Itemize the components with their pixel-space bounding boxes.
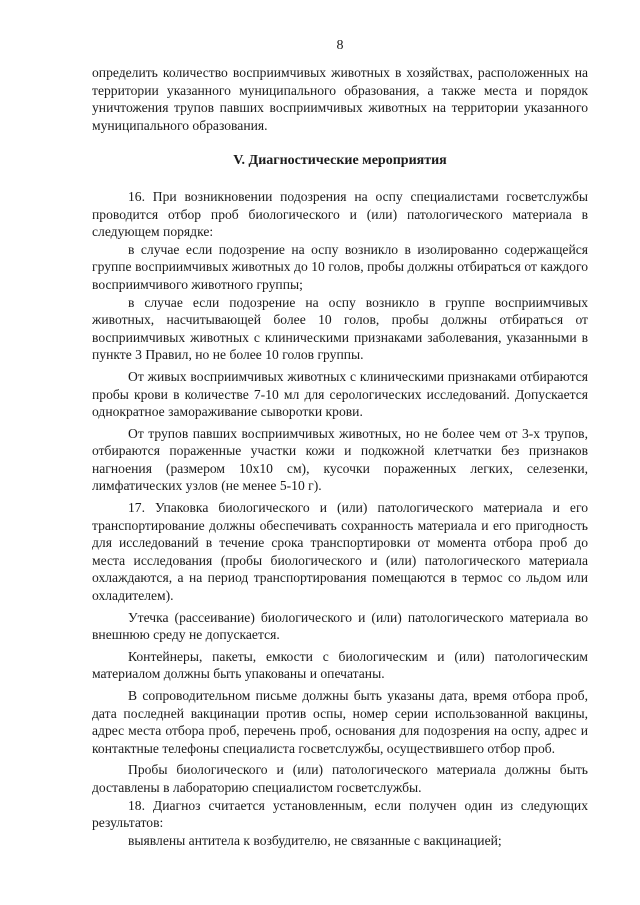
paragraph-16: 16. При возникновении подозрения на оспу специалистами госветслужбы проводится отбор проб биологического и (или) патологического материала в следующем порядке: xyxy=(92,188,588,240)
document-body xyxy=(92,64,588,849)
paragraph-antibodies: выявлены антитела к возбудителю, не связанные с вакцинацией; xyxy=(128,832,502,848)
paragraph-sample-small-group: в случае если подозрение на оспу возникло в изолированно содержащейся группе восприимчивых животных до 10 голов, пробы должны отбираться от каждого восприимчивого животного группы; xyxy=(92,241,588,292)
paragraph-17: 17. Упаковка биологического и (или) патологического материала и его транспортирование должны обеспечивать сохранность материала и его пригодность для исследований в течение срока транспортировки от момента отбора проб до места исследования (пробы биологического и (или) патологического материала охлаждаются, а на период транспортирования помещаются в термос со льдом или охладителем). xyxy=(92,500,588,604)
section-title: V. Диагностические мероприятия xyxy=(233,153,447,169)
paragraph-sample-large-group: в случае если подозрение на оспу возникло в группе восприимчивых животных, насчитывающей более 10 голов, пробы должны отбираться от восприимчивых животных с клиническими признаками заболевания, указанными в пункте 3 Правил, но не более 10 голов группы. xyxy=(92,294,588,363)
paragraph-18: 18. Диагноз считается установленным, если получен один из следующих результатов: xyxy=(92,797,588,831)
paragraph-carcass-samples: От трупов павших восприимчивых животных, но не более чем от 3-х трупов, отбираются пораженные участки кожи и подкожной клетчатки без признаков нагноения (размером 10х10 см), кусочки пораженных легких, селезенки, лимфатических узлов (не менее 5-10 г). xyxy=(92,425,588,494)
paragraph-delivery: Пробы биологического и (или) патологического материала должны быть доставлены в лабораторию специалистом госветслужбы. xyxy=(92,762,588,795)
page-number: 8 xyxy=(336,38,344,53)
paragraph-containers: Контейнеры, пакеты, емкости с биологическим и (или) патологическим материалом должны быть упакованы и опечатаны. xyxy=(92,648,588,682)
paragraph-leakage: Утечка (рассеивание) биологического и (или) патологического материала во внешнюю среду не допускается. xyxy=(92,609,588,643)
intro-paragraph: определить количество восприимчивых животных в хозяйствах, расположенных на территории указанного муниципального образования, а также места и порядок уничтожения трупов павших восприимчивых животных на территории указанного муниципального образования. xyxy=(92,65,588,133)
paragraph-cover-letter: В сопроводительном письме должны быть указаны дата, время отбора проб, дата последней вакцинации против оспы, номер серии использованной вакцины, адрес места отбора проб, перечень проб, основания для подозрения на оспу, адрес и контактные телефоны специалиста госветслужбы, осуществившего отбор проб. xyxy=(92,688,588,756)
paragraph-blood-samples: От живых восприимчивых животных с клиническими признаками отбираются пробы крови в количестве 7-10 мл для серологических исследований. Допускается однократное замораживание сыворотки крови. xyxy=(92,368,588,420)
